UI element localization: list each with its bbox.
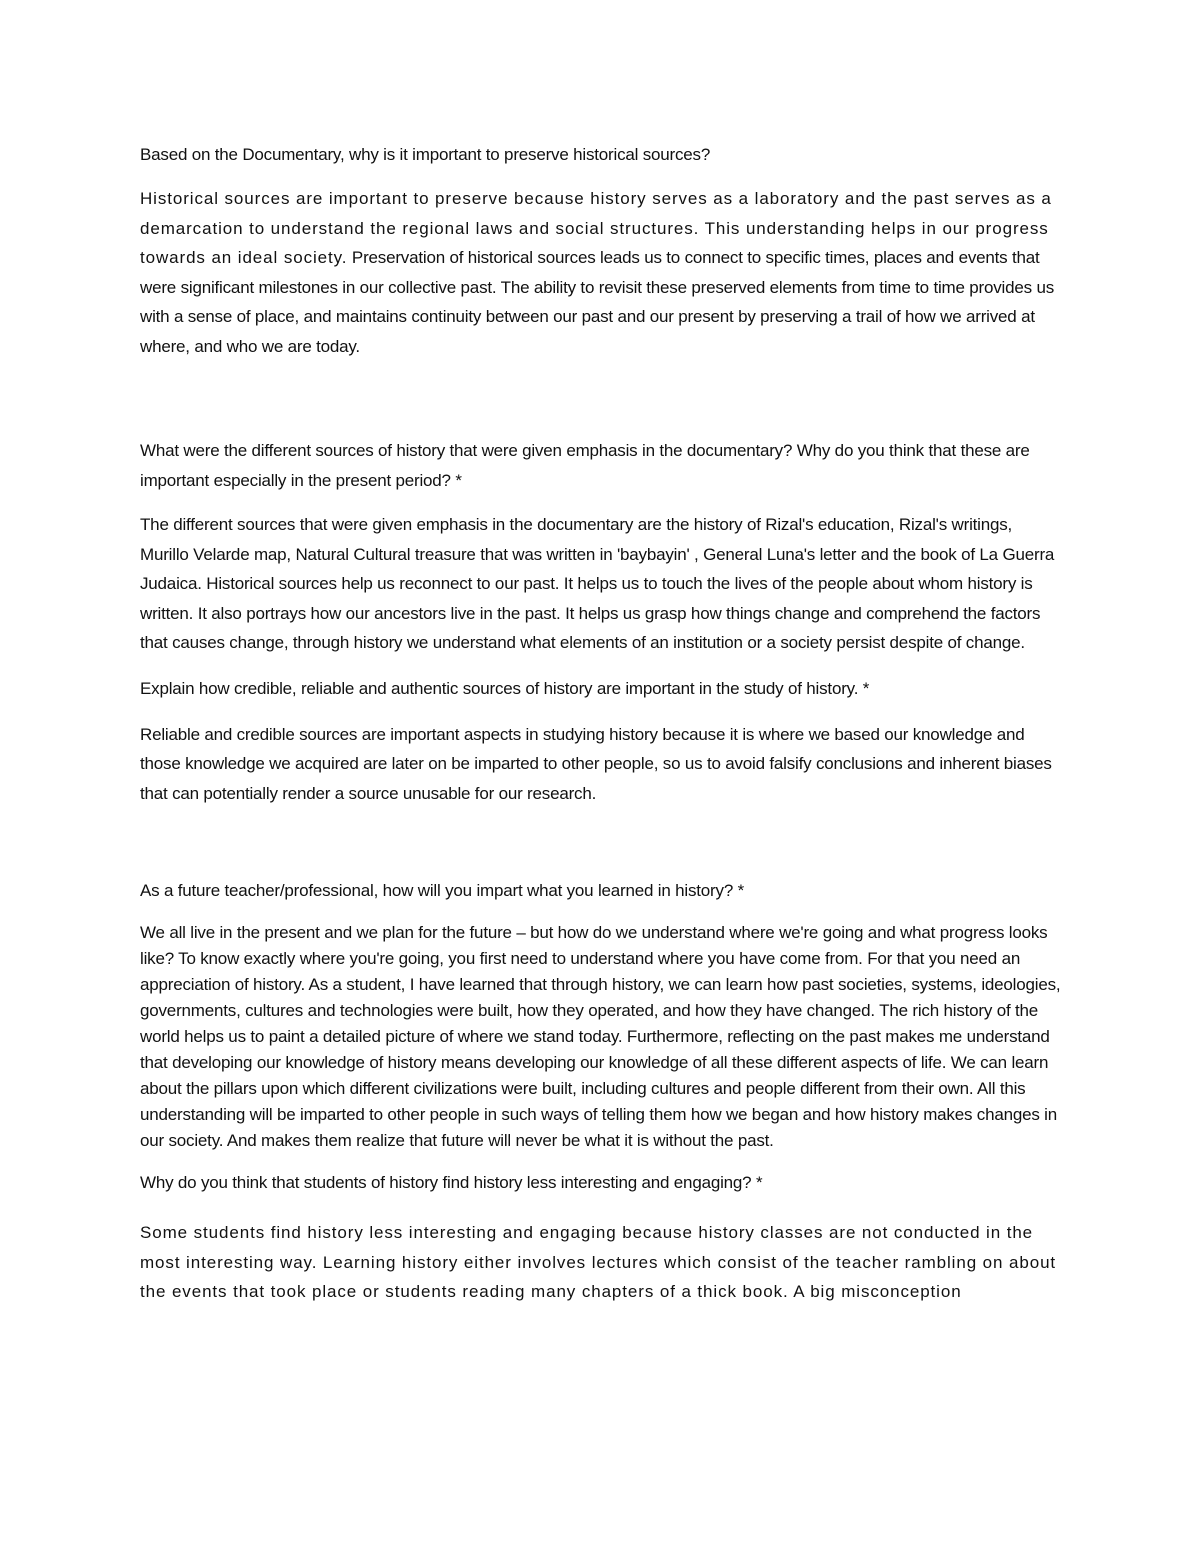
question-3: Explain how credible, reliable and authentic sources of history are important in the study of history. *	[140, 678, 870, 698]
answer-5: Some students find history less interesting and engaging because history classes are not conducted in the most interesting way. Learning history either involves lectures which consist of the teacher rambling on about the events that took place or students reading many chapters of a thick book. A big misconception	[140, 1223, 1057, 1301]
answer-2: The different sources that were given emphasis in the documentary are the history of Rizal's education, Rizal's writings, Murillo Velarde map, Natural Cultural treasure that was written in 'baybayin' , General Luna's letter and the book of La Guerra Judaica. Historical sources help us reconnect to our past. It helps us to touch the lives of the people about whom history is written. It also portrays how our ancestors live in the past. It helps us grasp how things change and comprehend the factors that causes change, through history we understand what elements of an institution or a society persist despite of change.	[140, 515, 1055, 652]
document-body	[140, 140, 1065, 1307]
question-1: Based on the Documentary, why is it important to preserve historical sources?	[140, 145, 711, 164]
question-2: What were the different sources of history that were given emphasis in the documentary? Why do you think that these are important especially in the present period? *	[140, 441, 1030, 490]
answer-1-part-2: Preservation of historical sources leads us to connect to specific times, places and events that were significant milestones in our collective past. The ability to revisit these preserved elements from time to time provides us with a sense of place, and maintains continuity between our past and our present by preserving a trail of how we arrived at where, and who we are today.	[140, 248, 1055, 356]
answer-3: Reliable and credible sources are important aspects in studying history because it is where we based our knowledge and those knowledge we acquired are later on be imparted to other people, so us to avoid falsify conclusions and inherent biases that can potentially render a source unusable for our research.	[140, 724, 1052, 803]
question-4: As a future teacher/professional, how will you impart what you learned in history? *	[140, 881, 745, 900]
answer-1-part-1: Historical sources are important to preserve because history serves as a laboratory and the past serves as a demarcation to understand the regional laws and social structures. This understanding helps in our progress towards an ideal society.	[140, 189, 1052, 267]
answer-1	[140, 184, 1065, 361]
question-5: Why do you think that students of history find history less interesting and engaging? *	[140, 1173, 763, 1192]
answer-4: We all live in the present and we plan for the future – but how do we understand where we're going and what progress looks like? To know exactly where you're going, you first need to understand where you have come from. For that you need an appreciation of history. As a student, I have learned that through history, we can learn how past societies, systems, ideologies, governments, cultures and technologies were built, how they operated, and how they have changed. The rich history of the world helps us to paint a detailed picture of where we stand today. Furthermore, reflecting on the past makes me understand that developing our knowledge of history means developing our knowledge of all these different aspects of life. We can learn about the pillars upon which different civilizations were built, including cultures and people different from their own. All this understanding will be imparted to other people in such ways of telling them how we began and how history makes changes in our society. And makes them realize that future will never be what it is without the past.	[140, 923, 1061, 1150]
